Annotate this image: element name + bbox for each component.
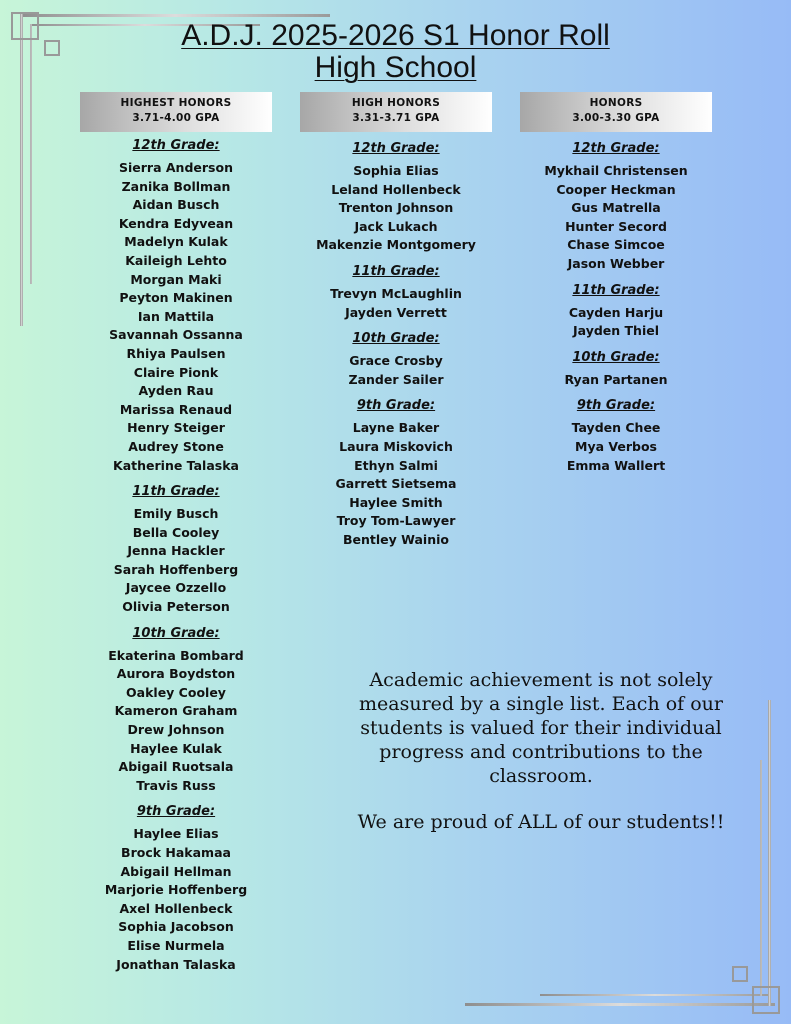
message-paragraph-1: Academic achievement is not solely measured by a single list. Each of our students is valued for their individual progress and contributions to the classroom. bbox=[359, 669, 723, 787]
student-name: Jaycee Ozzello bbox=[125, 580, 227, 596]
column-header-line1: HIGH HONORS bbox=[351, 97, 441, 109]
student-name: Ian Mattila bbox=[137, 308, 215, 324]
student-name: Claire Pionk bbox=[133, 364, 219, 380]
student-name: Garrett Sietsema bbox=[335, 476, 457, 492]
student-name: Katherine Talaska bbox=[113, 457, 239, 473]
grade-heading: 12th Grade: bbox=[572, 141, 660, 156]
student-name: Jayden Verrett bbox=[345, 304, 447, 320]
student-name: Laura Miskovich bbox=[339, 438, 453, 454]
student-name: Sarah Hoffenberg bbox=[113, 561, 239, 577]
column-header-line1: HIGHEST HONORS bbox=[120, 97, 232, 109]
student-name: Sophia Jacobson bbox=[118, 919, 234, 935]
student-name: Haylee Elias bbox=[133, 826, 219, 842]
student-name: Gus Matrella bbox=[571, 200, 661, 216]
student-name: Mya Verbos bbox=[575, 438, 657, 454]
student-name: Mykhail Christensen bbox=[544, 163, 688, 178]
student-name: Emma Wallert bbox=[566, 457, 666, 473]
grade-heading: 11th Grade: bbox=[572, 282, 660, 298]
student-name: Emily Busch bbox=[133, 506, 219, 522]
student-name: Marjorie Hoffenberg bbox=[104, 882, 248, 898]
honor-column-honors bbox=[496, 92, 736, 475]
message-paragraph-2: We are proud of ALL of our students!! bbox=[357, 811, 725, 833]
grade-heading: 12th Grade: bbox=[132, 138, 220, 153]
student-name: Peyton Makinen bbox=[119, 290, 233, 306]
student-name: Marissa Renaud bbox=[119, 401, 233, 417]
student-name: Jack Lukach bbox=[354, 218, 438, 234]
page-title bbox=[0, 20, 791, 84]
student-name: Aurora Boydston bbox=[116, 666, 236, 682]
student-name: Jenna Hackler bbox=[127, 543, 225, 559]
student-name: Kaileigh Lehto bbox=[125, 252, 227, 268]
honor-column-highest bbox=[56, 92, 296, 974]
column-header-line2: 3.00-3.30 GPA bbox=[572, 112, 660, 124]
honor-column-high bbox=[276, 92, 516, 550]
student-name: Jason Webber bbox=[567, 255, 665, 271]
student-name: Chase Simcoe bbox=[567, 237, 665, 253]
title-line-2: High School bbox=[314, 51, 477, 84]
student-name: Jonathan Talaska bbox=[116, 956, 236, 972]
student-name: Henry Steiger bbox=[127, 420, 225, 436]
student-name: Cayden Harju bbox=[568, 304, 664, 320]
grade-heading: 9th Grade: bbox=[136, 804, 216, 820]
student-name: Abigail Hellman bbox=[120, 863, 232, 879]
student-name: Drew Johnson bbox=[127, 722, 225, 738]
student-name: Bella Cooley bbox=[132, 524, 220, 540]
student-name: Ayden Rau bbox=[138, 383, 214, 399]
student-name: Oakley Cooley bbox=[126, 684, 226, 700]
student-name: Haylee Smith bbox=[349, 494, 443, 510]
student-name: Trevyn McLaughlin bbox=[330, 285, 462, 301]
student-name: Hunter Secord bbox=[565, 218, 667, 234]
student-name: Grace Crosby bbox=[349, 353, 443, 369]
grade-heading: 11th Grade: bbox=[132, 484, 220, 500]
student-name: Travis Russ bbox=[136, 777, 216, 793]
student-name: Cooper Heckman bbox=[556, 181, 676, 197]
grade-heading: 12th Grade: bbox=[352, 141, 440, 156]
student-name: Rhiya Paulsen bbox=[126, 345, 226, 361]
grade-heading: 9th Grade: bbox=[576, 398, 656, 414]
grade-heading: 10th Grade: bbox=[352, 331, 440, 347]
column-header-line2: 3.31-3.71 GPA bbox=[352, 112, 440, 124]
grade-heading: 11th Grade: bbox=[352, 263, 440, 279]
student-name: Kameron Graham bbox=[114, 703, 238, 719]
grade-heading: 10th Grade: bbox=[572, 349, 660, 365]
student-name: Layne Baker bbox=[352, 420, 440, 436]
student-name: Madelyn Kulak bbox=[124, 234, 228, 250]
student-name: Morgan Maki bbox=[130, 271, 222, 287]
student-name: Audrey Stone bbox=[128, 438, 224, 454]
title-line-1: A.D.J. 2025-2026 S1 Honor Roll bbox=[181, 19, 610, 52]
grade-heading: 10th Grade: bbox=[132, 625, 220, 641]
student-name: Makenzie Montgomery bbox=[316, 237, 476, 253]
student-name: Olivia Peterson bbox=[122, 599, 230, 615]
student-name: Aidan Busch bbox=[132, 197, 220, 213]
student-name: Ethyn Salmi bbox=[354, 457, 438, 473]
student-name: Tayden Chee bbox=[571, 420, 661, 436]
column-header bbox=[520, 92, 712, 132]
student-name: Elise Nurmela bbox=[127, 937, 225, 953]
student-name: Brock Hakamaa bbox=[121, 845, 231, 860]
student-name: Haylee Kulak bbox=[130, 740, 222, 756]
grade-heading: 9th Grade: bbox=[356, 398, 436, 414]
student-name: Troy Tom-Lawyer bbox=[336, 513, 456, 529]
student-name: Leland Hollenbeck bbox=[331, 181, 461, 197]
student-name: Axel Hollenbeck bbox=[119, 900, 233, 916]
student-name: Abigail Ruotsala bbox=[118, 759, 234, 775]
student-name: Zander Sailer bbox=[348, 371, 444, 387]
column-header bbox=[80, 92, 272, 132]
student-name: Sierra Anderson bbox=[119, 160, 233, 175]
student-name: Jayden Thiel bbox=[573, 323, 659, 339]
student-name: Ekaterina Bombard bbox=[108, 647, 244, 663]
column-header-line1: HONORS bbox=[589, 97, 643, 109]
student-name: Bentley Wainio bbox=[343, 531, 449, 547]
student-name: Sophia Elias bbox=[353, 163, 439, 178]
student-name: Zanika Bollman bbox=[121, 178, 231, 194]
student-name: Kendra Edyvean bbox=[118, 215, 234, 231]
student-name: Ryan Partanen bbox=[564, 371, 668, 387]
column-header-line2: 3.71-4.00 GPA bbox=[132, 112, 220, 124]
student-name: Savannah Ossanna bbox=[109, 327, 243, 343]
column-header bbox=[300, 92, 492, 132]
closing-message bbox=[352, 668, 730, 856]
student-name: Trenton Johnson bbox=[338, 200, 454, 216]
